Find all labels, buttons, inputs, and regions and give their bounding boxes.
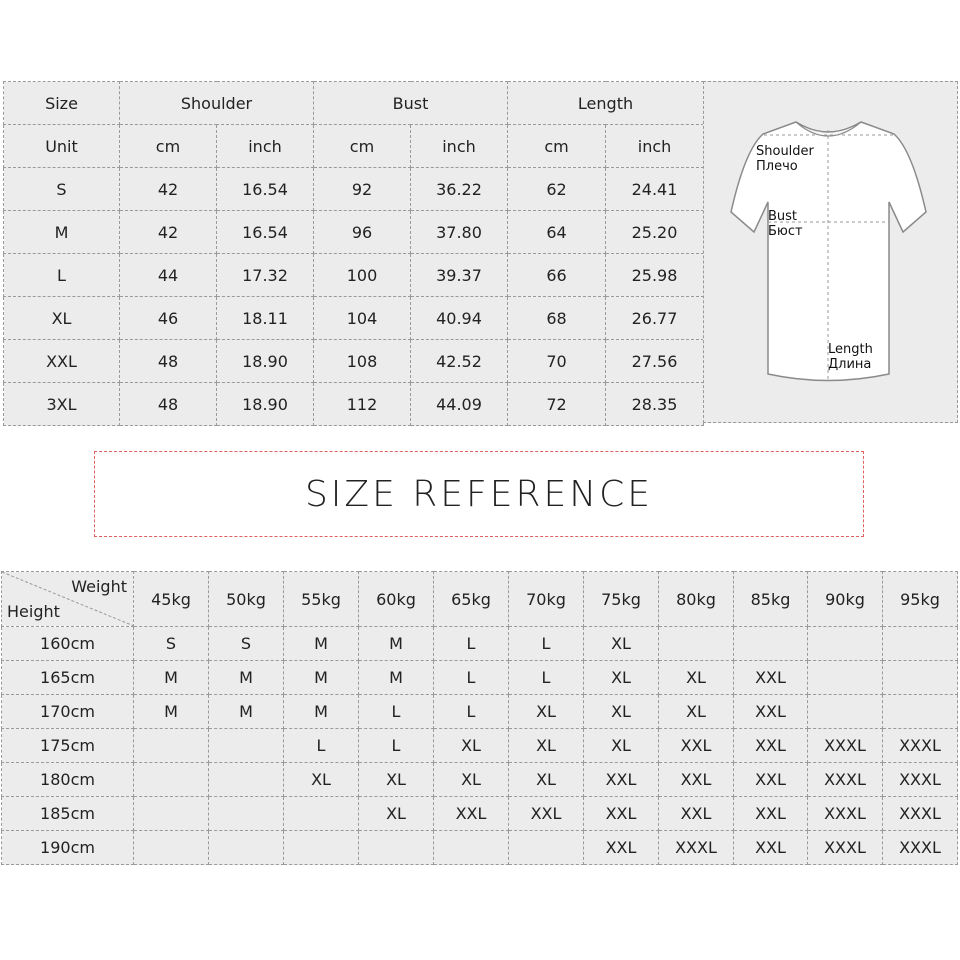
size-recommendation-cell: XXXL bbox=[883, 763, 958, 797]
bust-header: Bust bbox=[314, 82, 508, 125]
size-recommendation-cell bbox=[509, 831, 584, 865]
measurement-cell: 26.77 bbox=[606, 297, 704, 340]
measurement-cell: 42.52 bbox=[411, 340, 508, 383]
size-recommendation-cell bbox=[808, 661, 883, 695]
measurement-cell: 48 bbox=[120, 383, 217, 426]
size-recommendation-cell bbox=[883, 695, 958, 729]
shoulder-header: Shoulder bbox=[120, 82, 314, 125]
size-recommendation-cell bbox=[209, 763, 284, 797]
size-recommendation-cell: XXL bbox=[434, 797, 509, 831]
size-recommendation-cell: L bbox=[284, 729, 359, 763]
size-recommendation-cell: XL bbox=[509, 763, 584, 797]
measurement-cell: 112 bbox=[314, 383, 411, 426]
height-label: Height bbox=[7, 602, 60, 621]
measurement-cell: 62 bbox=[508, 168, 606, 211]
height-cell: 170cm bbox=[2, 695, 134, 729]
height-row bbox=[2, 695, 958, 729]
tshirt-diagram bbox=[703, 81, 958, 423]
size-recommendation-cell: M bbox=[209, 695, 284, 729]
measurement-cell: 42 bbox=[120, 211, 217, 254]
weight-label: Weight bbox=[71, 577, 127, 596]
tshirt-outline-icon bbox=[704, 82, 959, 424]
unit-cell: cm bbox=[508, 125, 606, 168]
size-recommendation-cell: XXL bbox=[734, 661, 808, 695]
size-recommendation-cell: XL bbox=[359, 763, 434, 797]
weight-header-cell: 55kg bbox=[284, 572, 359, 627]
size-recommendation-cell: XXXL bbox=[808, 729, 883, 763]
measurement-cell: 25.20 bbox=[606, 211, 704, 254]
measurement-cell: 92 bbox=[314, 168, 411, 211]
weight-header-row bbox=[2, 572, 958, 627]
measurement-cell: 16.54 bbox=[217, 211, 314, 254]
size-recommendation-cell bbox=[209, 729, 284, 763]
size-recommendation-cell: M bbox=[359, 627, 434, 661]
size-recommendation-cell: XXXL bbox=[808, 797, 883, 831]
measurement-cell: 28.35 bbox=[606, 383, 704, 426]
shoulder-label-ru: Плечо bbox=[756, 159, 798, 174]
size-recommendation-cell bbox=[209, 797, 284, 831]
size-recommendation-cell: XL bbox=[584, 729, 659, 763]
length-label-ru: Длина bbox=[828, 357, 872, 372]
size-row bbox=[4, 211, 704, 254]
measurement-cell: 46 bbox=[120, 297, 217, 340]
size-recommendation-cell: XXL bbox=[509, 797, 584, 831]
measurement-cell: 66 bbox=[508, 254, 606, 297]
size-recommendation-cell: M bbox=[284, 627, 359, 661]
size-recommendation-cell bbox=[284, 797, 359, 831]
bust-label-ru: Бюст bbox=[768, 224, 803, 239]
unit-cell: inch bbox=[411, 125, 508, 168]
size-recommendation-cell: XXL bbox=[584, 831, 659, 865]
size-cell: M bbox=[4, 211, 120, 254]
height-cell: 165cm bbox=[2, 661, 134, 695]
size-row bbox=[4, 254, 704, 297]
size-recommendation-cell: XL bbox=[509, 695, 584, 729]
height-cell: 185cm bbox=[2, 797, 134, 831]
size-recommendation-cell: XL bbox=[284, 763, 359, 797]
size-row bbox=[4, 168, 704, 211]
size-cell: S bbox=[4, 168, 120, 211]
bust-label bbox=[768, 209, 803, 239]
unit-cell: inch bbox=[606, 125, 704, 168]
measurement-cell: 44.09 bbox=[411, 383, 508, 426]
height-row bbox=[2, 627, 958, 661]
size-recommendation-cell: XXXL bbox=[659, 831, 734, 865]
size-recommendation-cell: L bbox=[359, 729, 434, 763]
height-cell: 180cm bbox=[2, 763, 134, 797]
size-recommendation-cell bbox=[883, 627, 958, 661]
measurement-cell: 27.56 bbox=[606, 340, 704, 383]
height-cell: 190cm bbox=[2, 831, 134, 865]
measurement-cell: 70 bbox=[508, 340, 606, 383]
unit-cell: cm bbox=[314, 125, 411, 168]
weight-header-cell: 80kg bbox=[659, 572, 734, 627]
size-recommendation-cell: XXL bbox=[734, 763, 808, 797]
size-recommendation-cell: XL bbox=[509, 729, 584, 763]
banner-title: SIZE REFERENCE bbox=[304, 473, 654, 515]
weight-header-cell: 85kg bbox=[734, 572, 808, 627]
unit-cell: cm bbox=[120, 125, 217, 168]
size-recommendation-cell: M bbox=[284, 695, 359, 729]
length-label bbox=[828, 342, 873, 372]
height-row bbox=[2, 763, 958, 797]
measurement-cell: 40.94 bbox=[411, 297, 508, 340]
size-recommendation-cell bbox=[209, 831, 284, 865]
length-header: Length bbox=[508, 82, 704, 125]
measurement-cell: 25.98 bbox=[606, 254, 704, 297]
measurement-table bbox=[3, 81, 704, 426]
measurement-cell: 68 bbox=[508, 297, 606, 340]
size-recommendation-cell: M bbox=[209, 661, 284, 695]
measurement-cell: 39.37 bbox=[411, 254, 508, 297]
size-recommendation-cell: XXL bbox=[734, 729, 808, 763]
size-recommendation-cell: XL bbox=[659, 695, 734, 729]
size-recommendation-cell: XXL bbox=[734, 695, 808, 729]
unit-row bbox=[4, 125, 704, 168]
measurement-cell: 108 bbox=[314, 340, 411, 383]
size-recommendation-cell: L bbox=[509, 661, 584, 695]
height-cell: 160cm bbox=[2, 627, 134, 661]
size-recommendation-cell: S bbox=[209, 627, 284, 661]
weight-header-cell: 75kg bbox=[584, 572, 659, 627]
measurement-cell: 24.41 bbox=[606, 168, 704, 211]
size-recommendation-cell: M bbox=[359, 661, 434, 695]
measurement-cell: 17.32 bbox=[217, 254, 314, 297]
measure-header-row bbox=[4, 82, 704, 125]
shoulder-label-en: Shoulder bbox=[756, 144, 814, 159]
size-recommendation-cell: XXL bbox=[734, 797, 808, 831]
size-recommendation-cell: L bbox=[434, 661, 509, 695]
size-recommendation-cell bbox=[134, 763, 209, 797]
shoulder-label bbox=[756, 144, 814, 174]
size-recommendation-cell: XL bbox=[584, 661, 659, 695]
size-recommendation-cell bbox=[659, 627, 734, 661]
weight-header-cell: 70kg bbox=[509, 572, 584, 627]
measurement-cell: 16.54 bbox=[217, 168, 314, 211]
size-recommendation-cell: XXL bbox=[584, 797, 659, 831]
weight-header-cell: 65kg bbox=[434, 572, 509, 627]
height-cell: 175cm bbox=[2, 729, 134, 763]
measurement-cell: 18.11 bbox=[217, 297, 314, 340]
corner-cell bbox=[2, 572, 134, 627]
size-recommendation-cell: XXL bbox=[734, 831, 808, 865]
weight-header-cell: 95kg bbox=[883, 572, 958, 627]
measurement-cell: 96 bbox=[314, 211, 411, 254]
size-recommendation-cell: XL bbox=[584, 695, 659, 729]
size-recommendation-cell: M bbox=[134, 695, 209, 729]
length-label-en: Length bbox=[828, 342, 873, 357]
unit-cell: inch bbox=[217, 125, 314, 168]
size-recommendation-cell: S bbox=[134, 627, 209, 661]
measurement-cell: 64 bbox=[508, 211, 606, 254]
measurement-cell: 18.90 bbox=[217, 340, 314, 383]
size-recommendation-cell: XL bbox=[584, 627, 659, 661]
size-reference-banner bbox=[94, 451, 864, 537]
size-cell: L bbox=[4, 254, 120, 297]
size-recommendation-cell: XXXL bbox=[883, 797, 958, 831]
measurement-cell: 44 bbox=[120, 254, 217, 297]
size-cell: XXL bbox=[4, 340, 120, 383]
weight-header-cell: 90kg bbox=[808, 572, 883, 627]
measurement-cell: 48 bbox=[120, 340, 217, 383]
size-recommendation-cell: XL bbox=[659, 661, 734, 695]
height-row bbox=[2, 661, 958, 695]
size-recommendation-cell bbox=[808, 695, 883, 729]
measurement-cell: 18.90 bbox=[217, 383, 314, 426]
size-recommendation-cell bbox=[284, 831, 359, 865]
size-row bbox=[4, 383, 704, 426]
size-recommendation-cell: XL bbox=[434, 729, 509, 763]
size-recommendation-cell bbox=[134, 831, 209, 865]
size-recommendation-cell: XXXL bbox=[808, 831, 883, 865]
measurement-cell: 37.80 bbox=[411, 211, 508, 254]
measurement-cell: 36.22 bbox=[411, 168, 508, 211]
size-header: Size bbox=[4, 82, 120, 125]
size-recommendation-cell: L bbox=[359, 695, 434, 729]
size-recommendation-cell: XL bbox=[359, 797, 434, 831]
weight-height-table bbox=[1, 571, 958, 865]
size-row bbox=[4, 297, 704, 340]
size-recommendation-cell: XL bbox=[434, 763, 509, 797]
size-cell: XL bbox=[4, 297, 120, 340]
size-row bbox=[4, 340, 704, 383]
weight-header-cell: 50kg bbox=[209, 572, 284, 627]
measurement-cell: 42 bbox=[120, 168, 217, 211]
size-recommendation-cell: XXL bbox=[659, 729, 734, 763]
size-recommendation-cell: M bbox=[134, 661, 209, 695]
size-recommendation-cell bbox=[808, 627, 883, 661]
size-recommendation-cell bbox=[734, 627, 808, 661]
height-row bbox=[2, 797, 958, 831]
size-recommendation-cell: XXL bbox=[584, 763, 659, 797]
size-recommendation-cell: XXXL bbox=[808, 763, 883, 797]
measurement-cell: 72 bbox=[508, 383, 606, 426]
weight-header-cell: 45kg bbox=[134, 572, 209, 627]
weight-header-cell: 60kg bbox=[359, 572, 434, 627]
height-row bbox=[2, 729, 958, 763]
size-recommendation-cell: XXL bbox=[659, 797, 734, 831]
unit-label: Unit bbox=[4, 125, 120, 168]
size-recommendation-cell bbox=[883, 661, 958, 695]
measurement-cell: 100 bbox=[314, 254, 411, 297]
measurement-cell: 104 bbox=[314, 297, 411, 340]
bust-label-en: Bust bbox=[768, 209, 798, 224]
size-recommendation-cell: L bbox=[434, 627, 509, 661]
size-recommendation-cell bbox=[134, 729, 209, 763]
size-recommendation-cell bbox=[359, 831, 434, 865]
size-recommendation-cell: XXL bbox=[659, 763, 734, 797]
size-recommendation-cell: L bbox=[509, 627, 584, 661]
size-recommendation-cell: XXXL bbox=[883, 831, 958, 865]
height-row bbox=[2, 831, 958, 865]
size-recommendation-cell bbox=[434, 831, 509, 865]
size-recommendation-cell: XXXL bbox=[883, 729, 958, 763]
size-cell: 3XL bbox=[4, 383, 120, 426]
size-recommendation-cell: M bbox=[284, 661, 359, 695]
size-recommendation-cell bbox=[134, 797, 209, 831]
size-recommendation-cell: L bbox=[434, 695, 509, 729]
